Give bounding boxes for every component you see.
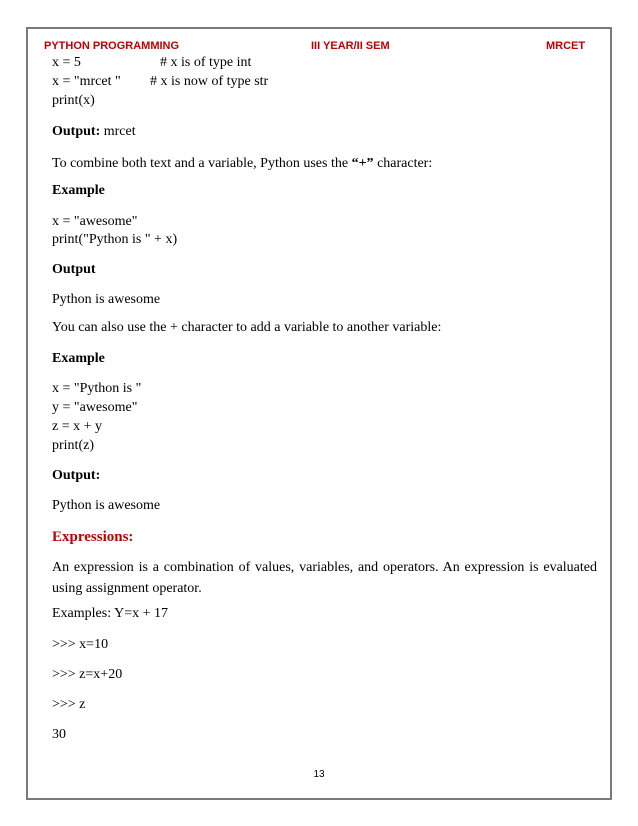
- code-line: x = 5: [52, 55, 81, 70]
- output-line: [52, 124, 136, 140]
- section-heading: Expressions:: [52, 529, 134, 545]
- output-label: Output:: [52, 124, 101, 139]
- example-label: Example: [52, 183, 105, 198]
- code-line: y = "awesome": [52, 400, 138, 415]
- code-line: x = "awesome": [52, 214, 138, 229]
- paragraph: You can also use the + character to add a variable to another variable:: [52, 320, 442, 335]
- paragraph: [52, 156, 432, 172]
- plus-symbol: “+”: [351, 156, 374, 171]
- repl-result: 30: [52, 727, 66, 742]
- code-line: print(x): [52, 93, 95, 108]
- example-label: Example: [52, 351, 105, 366]
- code-line: print("Python is " + x): [52, 232, 178, 247]
- header-year: III YEAR/II SEM: [311, 40, 390, 52]
- page-number: 13: [313, 769, 325, 780]
- code-comment: # x is now of type str: [150, 74, 269, 89]
- code-line: x = "mrcet ": [52, 74, 121, 89]
- code-comment: # x is of type int: [160, 55, 252, 70]
- output-value: Python is awesome: [52, 292, 161, 307]
- repl-line: >>> z: [52, 697, 86, 712]
- paragraph: An expression is a combination of values, variables, and operators. An expression is evaluated using assignment operator.: [52, 560, 597, 596]
- paragraph-text: character:: [373, 156, 433, 171]
- header-college: MRCET: [546, 40, 586, 52]
- output-value: Python is awesome: [52, 498, 161, 513]
- code-line: x = "Python is ": [52, 381, 142, 396]
- output-label: Output:: [52, 468, 101, 483]
- repl-line: >>> x=10: [52, 637, 109, 652]
- repl-line: >>> z=x+20: [52, 667, 123, 682]
- code-line: print(z): [52, 438, 94, 453]
- output-value: mrcet: [100, 124, 136, 139]
- paragraph-text: To combine both text and a variable, Python uses the: [52, 156, 352, 171]
- header-subject: PYTHON PROGRAMMING: [44, 40, 180, 52]
- example-text: Examples: Y=x + 17: [52, 606, 168, 621]
- output-label: Output: [52, 262, 96, 277]
- code-line: z = x + y: [52, 419, 103, 434]
